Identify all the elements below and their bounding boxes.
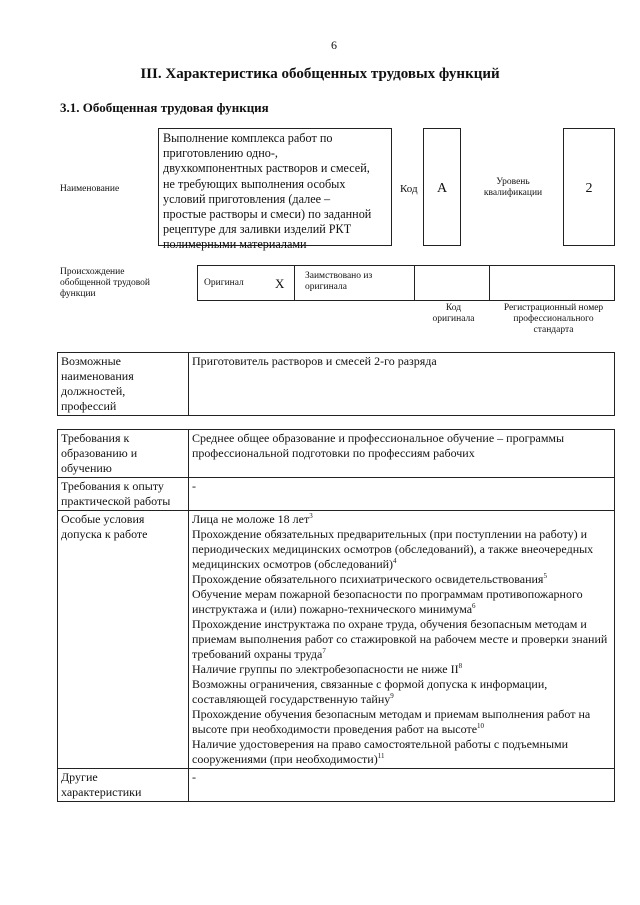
other-label: Другие характеристики — [58, 769, 189, 802]
code-original-caption: Код оригинала — [432, 303, 475, 324]
reg-number-caption: Регистрационный номер профессионального стандарта — [503, 303, 604, 335]
name-label: Наименование — [60, 184, 120, 194]
admission-label: Особые условия допуска к работе — [58, 511, 189, 769]
condition-line: Прохождение обязательного психиатрического освидетельствования$^5$ — [192, 572, 547, 586]
code-value: А — [436, 181, 448, 196]
original-label: Оригинал — [204, 278, 244, 288]
level-label: Уровень квалификации — [483, 177, 543, 198]
positions-label: Возможные наименования должностей, профессий — [58, 353, 189, 416]
condition-line: Лица не моложе 18 лет$^3$ — [192, 512, 313, 526]
condition-line: Прохождение инструктажа по охране труда, обучения безопасным методам и приемам выполнения работ со стажировкой на рабочем месте и проверки знаний требований охраны труда$^7$ — [192, 617, 608, 661]
positions-table — [57, 352, 615, 416]
borrowed-label: Заимствовано из оригинала — [305, 271, 373, 292]
section-title: III. Характеристика обобщенных трудовых функций — [140, 66, 500, 82]
origin-row — [197, 265, 615, 301]
page-number: 6 — [331, 38, 337, 52]
table-row — [58, 478, 615, 511]
table-row — [58, 511, 615, 769]
function-name-box: Выполнение комплекса работ по приготовлению одно-, двухкомпонентных растворов и смесей, не требующих выполнения особых условий приготовления (далее – простые растворы и смеси) по заданной рецептуре для заливки изделий РКТ полимерными материалами — [158, 128, 392, 246]
experience-label: Требования к опыту практической работы — [58, 478, 189, 511]
condition-line: Возможны ограничения, связанные с формой допуска к информации, составляющей государственную тайну$^9$ — [192, 677, 548, 706]
education-value: Среднее общее образование и профессиональное обучение – программы профессиональной подготовки по профессиям рабочих — [189, 430, 615, 478]
condition-line: Прохождение обязательных предварительных (при поступлении на работу) и периодических медицинских осмотров (обследований), а также внеочередных медицинских осмотров (обследований)$^4$ — [192, 527, 594, 571]
table-row — [58, 769, 615, 802]
table-row — [58, 430, 615, 478]
condition-line: Обучение мерам пожарной безопасности по программам противопожарного инструктажа и (или) пожарно-технического минимума$^6$ — [192, 587, 583, 616]
condition-line: Наличие удостоверения на право самостоятельной работы с подъемными сооружениями (при необходимости)$^{11}$ — [192, 737, 569, 766]
admission-conditions — [189, 511, 615, 769]
experience-value: - — [189, 478, 615, 511]
condition-line: Прохождение обучения безопасным методам и приемам выполнения работ на высоте при необходимости проведения работ на высоте$^{10}$ — [192, 707, 591, 736]
code-box — [423, 128, 461, 246]
origin-label: Происхождение обобщенной трудовой функции — [60, 267, 150, 299]
original-mark: Х — [275, 276, 285, 291]
code-label: Код — [400, 183, 418, 195]
subsection-title: 3.1. Обобщенная трудовая функция — [60, 100, 269, 115]
level-value: 2 — [585, 181, 593, 196]
requirements-table — [57, 429, 615, 802]
positions-value: Приготовитель растворов и смесей 2-го разряда — [189, 353, 615, 416]
other-value: - — [189, 769, 615, 802]
level-box — [563, 128, 615, 246]
condition-line: Наличие группы по электробезопасности не ниже $II^8$ — [192, 662, 463, 676]
education-label: Требования к образованию и обучению — [58, 430, 189, 478]
